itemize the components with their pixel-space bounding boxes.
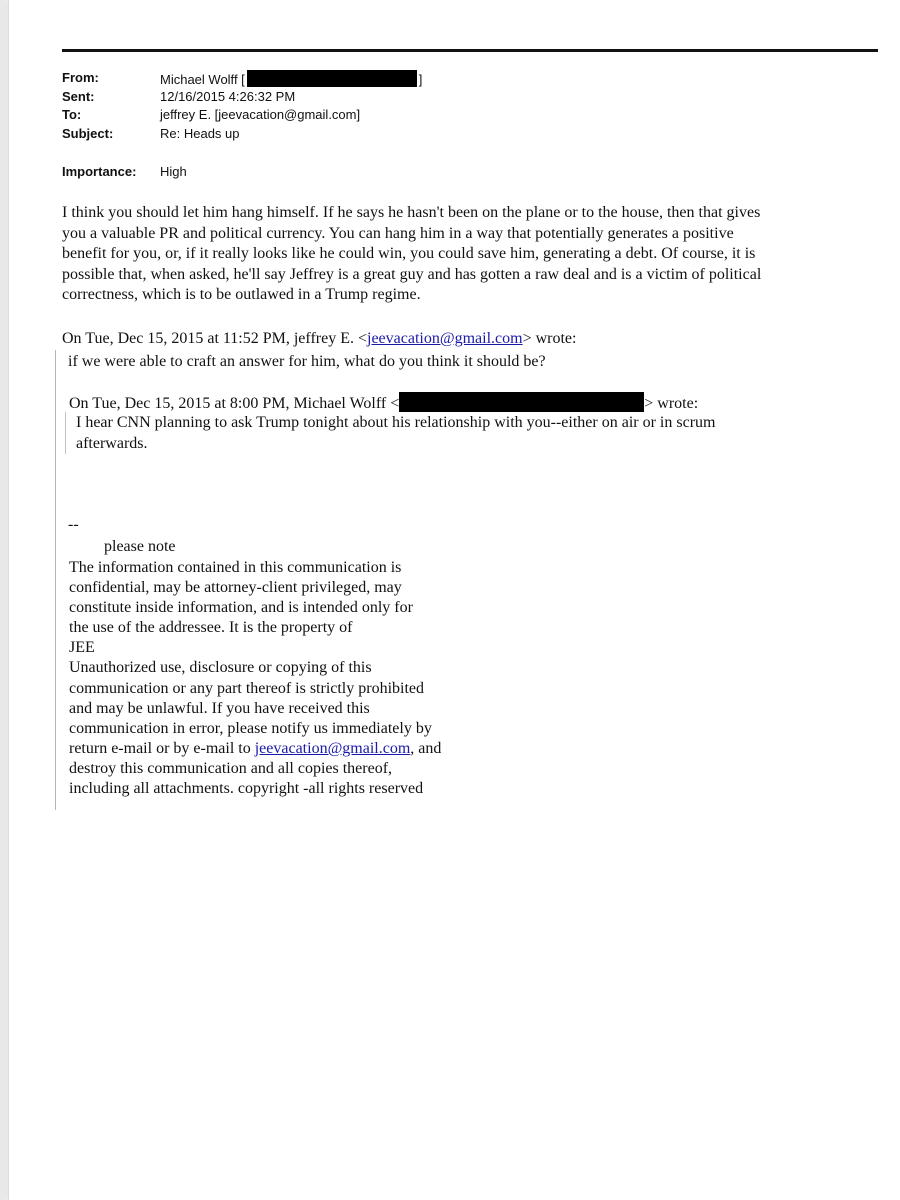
to-label: To: — [62, 107, 82, 122]
disclaimer-line: the use of the addressee. It is the property of — [69, 619, 353, 637]
disclaimer-line: destroy this communication and all copies thereof, — [69, 759, 393, 777]
to-value: jeffrey E. [jeevacation@gmail.com] — [160, 107, 361, 122]
signature-disclaimer — [69, 558, 441, 799]
disclaimer-line: including all attachments. copyright -all rights reserved — [69, 780, 424, 798]
quote-bar-nested — [65, 412, 66, 454]
importance-value: High — [160, 164, 187, 179]
importance-label: Importance: — [62, 164, 137, 179]
disclaimer-line: JEE — [69, 639, 95, 657]
body-line: benefit for you, or, if it really looks like he could win, you could save him, generating a debt. Of course, it is — [62, 245, 756, 263]
body-line: correctness, which is to be outlawed in a Trump regime. — [62, 286, 421, 304]
disclaimer-prefix: return e-mail or by e-mail to — [69, 739, 255, 757]
signature-separator: -- — [68, 516, 79, 533]
disclaimer-line: confidential, may be attorney-client privileged, may — [69, 579, 402, 597]
disclaimer-email-link[interactable]: jeevacation@gmail.com — [254, 739, 411, 757]
body-line: possible that, when asked, he'll say Jeffrey is a great guy and has gotten a raw deal and is a victim of political — [62, 265, 762, 283]
redaction-bar — [247, 70, 417, 87]
redaction-bar — [399, 392, 644, 412]
from-label: From: — [62, 70, 99, 85]
quote-bar — [55, 350, 56, 810]
from-close-bracket: ] — [418, 72, 423, 87]
disclaimer-line: Unauthorized use, disclosure or copying of this — [69, 659, 372, 677]
quote1-email-link[interactable]: jeevacation@gmail.com — [367, 330, 523, 347]
disclaimer-line: The information contained in this communication is — [69, 559, 402, 576]
disclaimer-line: communication in error, please notify us immediately by — [69, 719, 432, 737]
quote1-text: if we were able to craft an answer for him, what do you think it should be? — [68, 353, 546, 370]
header-divider-line — [62, 49, 878, 52]
page-edge-shadow — [0, 0, 8, 1200]
subject-label: Subject: — [62, 125, 114, 141]
body-line: I think you should let him hang himself. If he says he hasn't been on the plane or to the house, then that gives — [62, 204, 761, 221]
quote2-text — [76, 412, 715, 454]
disclaimer-line: constitute inside information, and is intended only for — [69, 599, 413, 617]
sent-label: Sent: — [62, 88, 95, 104]
disclaimer-suffix: , and — [410, 739, 442, 757]
quote1-suffix: > wrote: — [522, 330, 577, 347]
quote1-prefix: On Tue, Dec 15, 2015 at 11:52 PM, jeffrey E. < — [62, 330, 367, 347]
quote1-attribution — [62, 330, 576, 348]
disclaimer-line: communication or any part thereof is strictly prohibited — [69, 679, 425, 697]
quote2-line: afterwards. — [76, 435, 148, 452]
signature-note: please note — [104, 538, 176, 555]
from-name: Michael Wolff [ — [160, 72, 245, 87]
disclaimer-line-with-link — [69, 739, 441, 759]
message-body — [62, 203, 882, 306]
subject-value: Re: Heads up — [160, 125, 240, 141]
disclaimer-line: and may be unlawful. If you have received this — [69, 699, 370, 717]
from-value — [160, 70, 422, 87]
quote2-suffix: > wrote: — [644, 395, 699, 412]
sent-value: 12/16/2015 4:26:32 PM — [160, 88, 296, 104]
quote2-attribution — [69, 392, 698, 413]
quote2-prefix: On Tue, Dec 15, 2015 at 8:00 PM, Michael Wolff < — [69, 395, 400, 412]
quote2-line: I hear CNN planning to ask Trump tonight about his relationship with you--either on air or in scrum — [76, 414, 716, 431]
body-line: you a valuable PR and political currency. You can hang him in a way that potentially generates a positive — [62, 224, 734, 242]
